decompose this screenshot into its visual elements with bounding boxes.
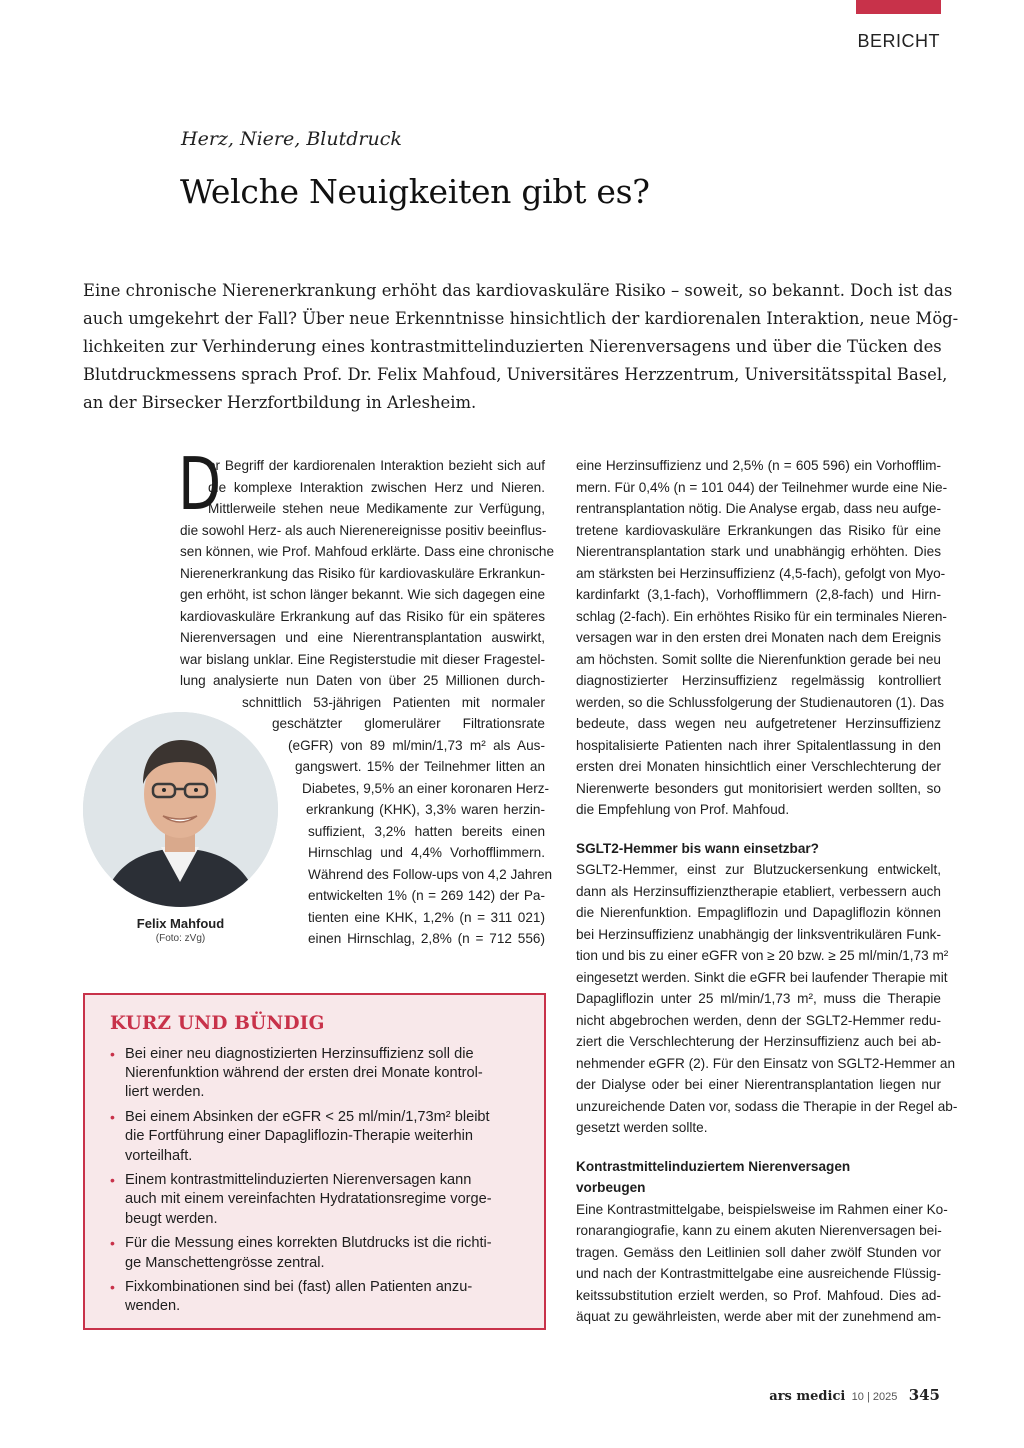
body-line: Diabetes, 9,5% an einer koronaren Herz- <box>302 780 550 796</box>
body-line: gen erhöht, ist schon länger bekannt. Wie sich dagegen eine <box>180 587 546 602</box>
lead-line: Eine chronische Nierenerkrankung erhöht das kardiovaskuläre Risiko – soweit, so bekannt. Doch ist das <box>83 281 953 300</box>
summary-item-line: • Für die Messung eines korrekten Blutdrucks ist die richti- <box>125 1235 492 1252</box>
body-line: geschätzter glomerulärer Filtrationsrate <box>272 716 545 731</box>
body-line: die sowohl Herz- als auch Nierenereignisse positiv beeinflus- <box>180 522 547 538</box>
summary-item-line: auch mit einem vereinfachten Hydratationsregime vorge- <box>125 1191 492 1208</box>
body-line: keitssubstitution erzielt werden, so Prof. Mahfoud. Dies ad- <box>576 1287 941 1303</box>
body-line: und nach der Kontrastmittelgabe eine ausreichende Flüssig- <box>576 1266 941 1281</box>
summary-box <box>83 993 546 1330</box>
body-line: tion und bis zu einer eGFR von ≥ 20 bzw. ≥ 25 ml/min/1,73 m² <box>576 948 949 963</box>
body-line: nicht abgebrochen werden, denn der SGLT2-Hemmer redu- <box>576 1012 941 1028</box>
summary-item <box>110 1278 530 1316</box>
body-line: (eGFR) von 89 ml/min/1,73 m² als Aus- <box>288 737 545 753</box>
body-line: gesetzt werden sollte. <box>576 1120 708 1135</box>
body-line: der Dialyse oder bei einer Nierentransplantation liegen nur <box>576 1077 941 1092</box>
lead-line: lichkeiten zur Verhinderung eines kontrastmittelinduzierten Nierenversagens und über die Tücken des <box>83 337 942 356</box>
body-line: ersten drei Monaten hinsichtlich einer Verschlechterung der <box>576 759 941 774</box>
body-line: kardinfarkt (3,1-fach), Vorhofflimmern (2,8-fach) und Hirn- <box>576 587 941 602</box>
body-line: Während des Follow-ups von 4,2 Jahren <box>308 866 553 882</box>
lead-line: an der Birsecker Herzfortbildung in Arlesheim. <box>83 393 477 412</box>
body-line: versagen war in den ersten drei Monaten nach dem Ereignis <box>576 630 941 645</box>
page-footer <box>769 1386 940 1404</box>
summary-box-title: KURZ UND BÜNDIG <box>110 1013 325 1034</box>
body-line: Hirnschlag und 4,4% Vorhofflimmern. <box>308 845 545 860</box>
body-line: unzureichende Daten vor, sodass die Therapie in der Regel ab- <box>576 1098 958 1114</box>
body-line: eine Herzinsuffizienz und 2,5% (n = 605 596) ein Vorhofflim- <box>576 458 941 473</box>
journal-issue: 10 | 2025 <box>851 1391 898 1403</box>
author-photo <box>83 712 278 907</box>
summary-item <box>110 1171 530 1229</box>
body-line: tienten eine KHK, 1,2% (n = 311 021) <box>308 909 545 925</box>
accent-bar <box>856 0 941 14</box>
body-line: am stärksten bei Herzinsuffizienz (4,5-fach), gefolgt von Myo- <box>576 565 946 581</box>
photo-caption-name: Felix Mahfoud <box>136 916 225 931</box>
summary-item <box>110 1045 530 1103</box>
body-line: suffizient, 3,2% hatten bereits einen <box>308 823 545 839</box>
body-line: dann als Herzinsuffizienztherapie etabliert, verbessern auch <box>576 883 941 899</box>
body-line: tretene kardiovaskuläre Erkrankungen das Risiko für eine <box>576 522 941 538</box>
body-line: diagnostizierter Herzinsuffizienz regelmässig kontrolliert <box>576 673 941 688</box>
journal-name: ars medici <box>769 1389 846 1404</box>
summary-item <box>110 1108 530 1166</box>
body-line: entwickelten 1% (n = 269 142) der Pa- <box>308 888 545 903</box>
summary-item-line: • Bei einem Absinken der eGFR < 25 ml/min/1,73m² bleibt <box>125 1109 490 1126</box>
summary-item-line: wenden. <box>125 1298 181 1315</box>
summary-list <box>110 1045 530 1322</box>
body-line: nehmender eGFR (2). Für den Einsatz von SGLT2-Hemmer an <box>576 1055 956 1071</box>
body-line: Nierenwerte besonders gut monitorisiert werden sollten, so <box>576 780 941 796</box>
body-line: ziert die Verschlechterung der Herzinsuffizienz auch bei ab- <box>576 1034 941 1049</box>
body-line: mern. Für 0,4% (n = 101 044) der Teilnehmer wurde eine Nie- <box>576 479 948 495</box>
summary-item-line: Nierenfunktion während der ersten drei Monate kontrol- <box>125 1065 483 1082</box>
lead-line: auch umgekehrt der Fall? Über neue Erkenntnisse hinsichtlich der kardiorenalen Interaktion, neue Mög- <box>83 309 959 328</box>
summary-item-line: • Fixkombinationen sind bei (fast) allen Patienten anzu- <box>125 1279 473 1296</box>
summary-item-line: vorteilhaft. <box>125 1147 193 1164</box>
body-line: gangswert. 15% der Teilnehmer litten an <box>295 759 545 774</box>
body-line: SGLT2-Hemmer, einst zur Blutzuckersenkung entwickelt, <box>576 862 941 877</box>
body-line: am höchsten. Somit sollte die Nierenfunktion gerade bei neu <box>576 651 941 667</box>
body-line: rentransplantation nötig. Die Analyse ergab, dass neu aufge- <box>576 501 942 516</box>
lead-line: Blutdruckmessens sprach Prof. Dr. Felix Mahfoud, Universitäres Herzzentrum, Universitätsspital Basel, <box>83 365 948 384</box>
body-line: eingesetzt werden. Sinkt die eGFR bei laufender Therapie mit <box>576 969 948 985</box>
body-line: Nierenerkrankung das Risiko für kardiovaskuläre Erkrankun- <box>180 565 545 581</box>
summary-item-line: ge Manschettengrösse zentral. <box>125 1254 325 1271</box>
body-line: die Nierenfunktion. Empagliflozin und Dapagliflozin können <box>576 905 941 920</box>
body-line: bei Herzinsuffizienz unabhängig der linksventrikulären Funk- <box>576 926 941 942</box>
body-line: Mittlerweile stehen neue Medikamente zur Verfügung, <box>208 501 545 516</box>
body-line: einen Hirnschlag, 2,8% (n = 712 556) <box>308 931 545 946</box>
dropcap: D <box>178 442 222 526</box>
summary-item-line: beugt werden. <box>125 1210 218 1227</box>
section-label: BERICHT <box>857 31 940 51</box>
body-line: schnittlich 53-jährigen Patienten mit normaler <box>242 694 545 710</box>
body-line: kardiovaskuläre Erkrankung auf das Risiko für ein späteres <box>180 608 545 624</box>
article-lead <box>83 277 959 417</box>
section-heading: Kontrastmittelinduziertem Nierenversagen <box>576 1158 851 1174</box>
body-line: Dapagliflozin unter 25 ml/min/1,73 m², muss die Therapie <box>576 991 941 1006</box>
article-kicker: Herz, Niere, Blutdruck <box>181 128 402 150</box>
body-line: bedeute, dass wegen neu aufgetretener Herzinsuffizienz <box>576 716 941 731</box>
body-line: lung analysierte nun Daten von über 25 Millionen durch- <box>180 673 545 688</box>
body-line: er Begriff der kardiorenalen Interaktion bezieht sich auf <box>208 458 545 473</box>
body-line: schlag (2-fach). Ein erhöhtes Risiko für ein terminales Nieren- <box>576 608 947 624</box>
article-title: Welche Neuigkeiten gibt es? <box>180 172 650 211</box>
body-line: Eine Kontrastmittelgabe, beispielsweise im Rahmen einer Ko- <box>576 1201 948 1217</box>
body-line: war bislang unklar. Eine Registerstudie mit dieser Fragestel- <box>180 651 545 667</box>
right-column <box>576 455 958 1328</box>
page-number: 345 <box>908 1386 940 1404</box>
body-line: die Empfehlung von Prof. Mahfoud. <box>576 802 790 817</box>
section-heading: vorbeugen <box>576 1180 646 1195</box>
summary-item-line: • Bei einer neu diagnostizierten Herzinsuffizienz soll die <box>125 1046 474 1062</box>
body-line: ronarangiografie, kann zu einem akuten Nierenversagen bei- <box>576 1223 942 1238</box>
body-line: die komplexe Interaktion zwischen Herz und Nieren. <box>208 479 545 495</box>
body-line: tragen. Gemäss den Leitlinien soll daher zwölf Stunden vor <box>576 1244 941 1260</box>
body-line: Nierenversagen und eine Nierentransplantation auswirkt, <box>180 630 545 645</box>
summary-item-line: • Einem kontrastmittelinduzierten Nierenversagen kann <box>125 1172 472 1189</box>
body-line: äquat zu gewährleisten, werde aber mit der zunehmend am- <box>576 1309 941 1324</box>
body-line: sen können, wie Prof. Mahfoud erklärte. Dass eine chronische <box>180 544 555 559</box>
body-line: Nierentransplantation stark und unabhängig erhöhten. Dies <box>576 544 941 559</box>
photo-credit: (Foto: zVg) <box>155 933 206 944</box>
body-line: erkrankung (KHK), 3,3% waren herzin- <box>306 802 545 817</box>
summary-item <box>110 1234 530 1272</box>
section-heading: SGLT2-Hemmer bis wann einsetzbar? <box>576 840 819 856</box>
body-line: werden, so die Schlussfolgerung der Studienautoren (1). Das <box>576 694 945 710</box>
body-line: hospitalisierte Patienten nach ihrer Spitalentlassung in den <box>576 737 941 753</box>
portrait-image <box>83 712 278 907</box>
summary-item-line: die Fortführung einer Dapagliflozin-Therapie weiterhin <box>125 1128 474 1145</box>
summary-item-line: liert werden. <box>125 1084 205 1101</box>
